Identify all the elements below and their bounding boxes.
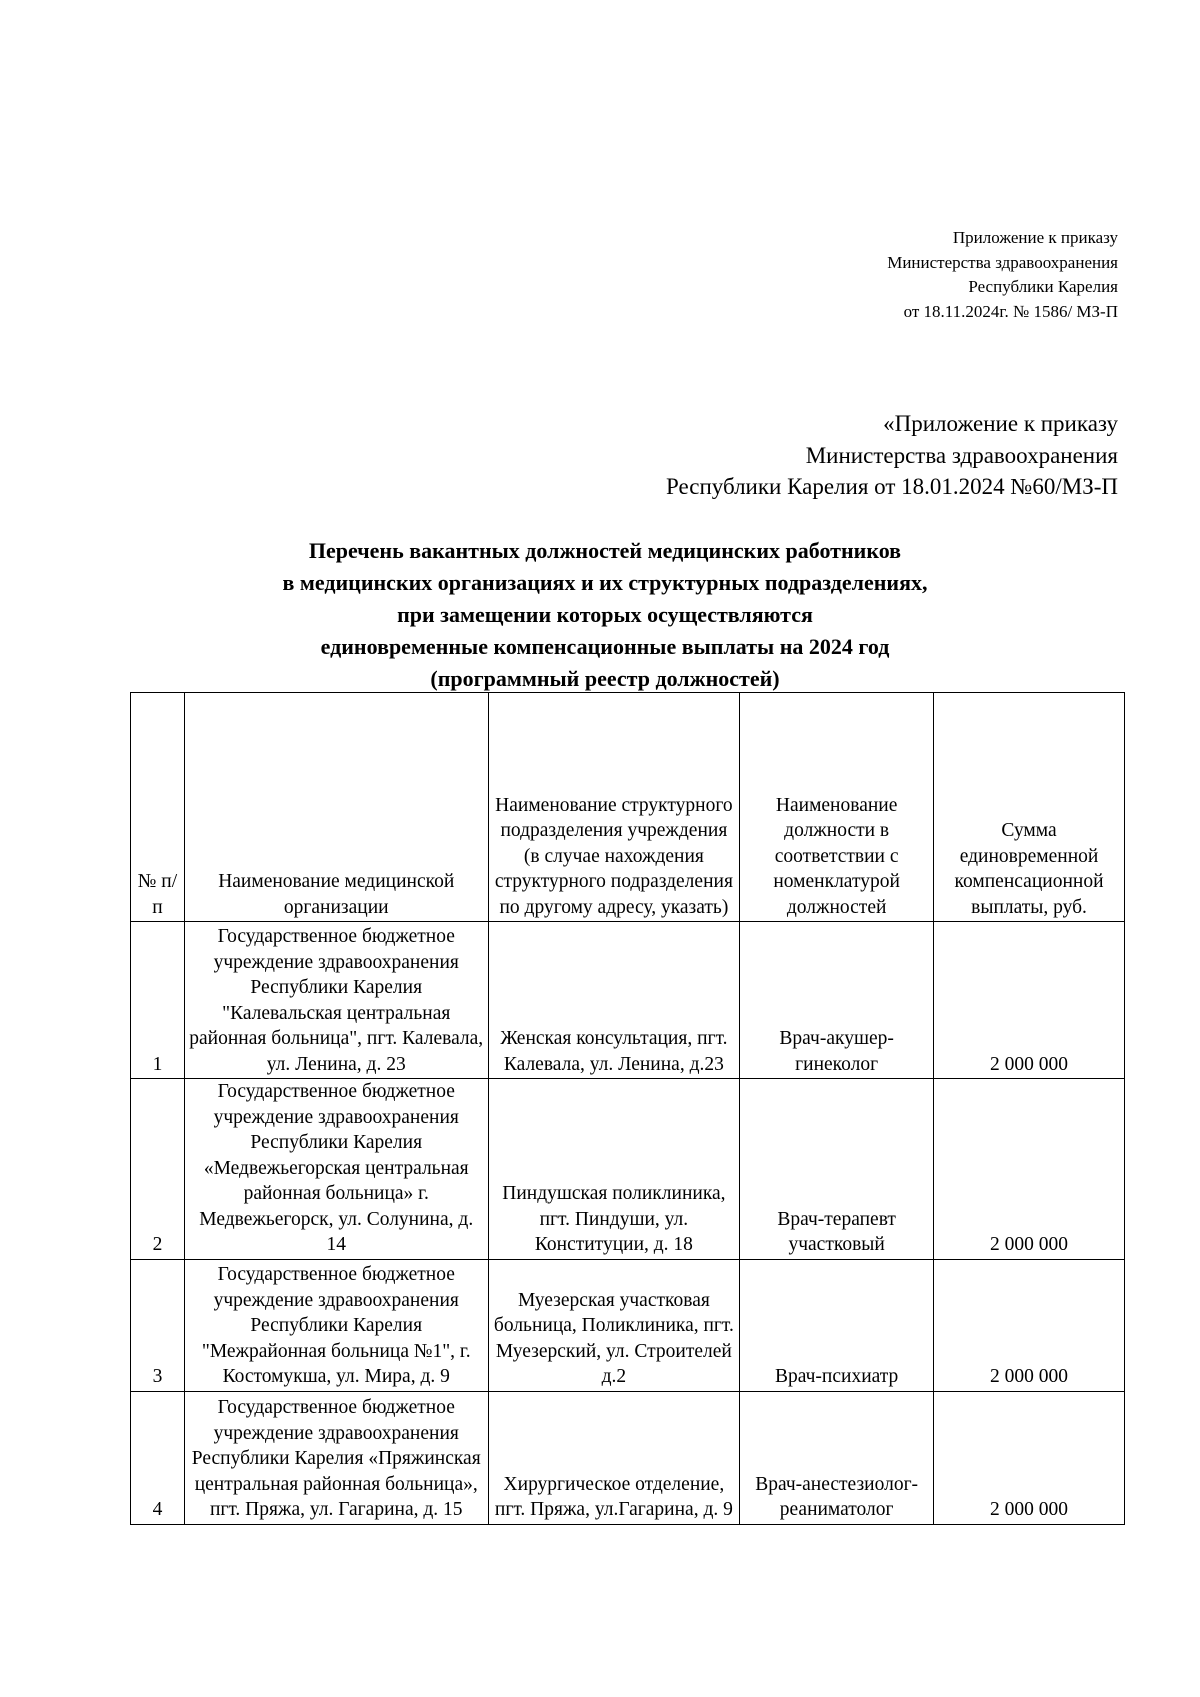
appendix-line: Республики Карелия от 18.01.2024 №60/МЗ-П xyxy=(665,474,1118,499)
cell-amount: 2 000 000 xyxy=(934,1391,1125,1524)
title-line: единовременные компенсационные выплаты на 2024 год xyxy=(320,634,890,659)
column-header-position: Наименование должности в соответствии с номенклатурой должностей xyxy=(740,693,934,922)
appendix-reference xyxy=(666,408,1118,503)
header-line: от 18.11.2024г. № 1586/ МЗ-П xyxy=(903,301,1118,321)
cell-number: 1 xyxy=(131,922,185,1079)
column-header-amount: Сумма единовременной компенсационной выплаты, руб. xyxy=(934,693,1125,922)
table-header-row xyxy=(131,693,1125,922)
title-line: (программный реестр должностей) xyxy=(430,666,780,691)
order-reference-header xyxy=(887,226,1118,324)
title-line: при замещении которых осуществляются xyxy=(397,602,813,627)
header-line: Республики Карелия xyxy=(968,277,1118,296)
cell-position: Врач-психиатр xyxy=(740,1259,934,1391)
cell-amount: 2 000 000 xyxy=(934,922,1125,1079)
table-row xyxy=(131,1259,1125,1391)
cell-subdivision: Хирургическое отделение, пгт. Пряжа, ул.Гагарина, д. 9 xyxy=(488,1391,740,1524)
cell-number: 2 xyxy=(131,1079,185,1260)
title-line: Перечень вакантных должностей медицинских работников xyxy=(308,538,902,563)
cell-number: 4 xyxy=(131,1391,185,1524)
vacancy-registry-table xyxy=(130,692,1125,1525)
cell-amount: 2 000 000 xyxy=(934,1259,1125,1391)
table-row xyxy=(131,1391,1125,1524)
cell-number: 3 xyxy=(131,1259,185,1391)
appendix-line: Министерства здравоохранения xyxy=(805,442,1118,468)
table-row xyxy=(131,922,1125,1079)
cell-position: Врач-анестезиолог-реаниматолог xyxy=(740,1391,934,1524)
cell-position: Врач-акушер-гинеколог xyxy=(740,922,934,1079)
cell-subdivision: Пиндушская поликлиника, пгт. Пиндуши, ул. Конституции, д. 18 xyxy=(488,1079,740,1260)
cell-position: Врач-терапевт участковый xyxy=(740,1079,934,1260)
header-line: Министерства здравоохранения xyxy=(887,252,1118,272)
table-row xyxy=(131,1079,1125,1260)
cell-organization: Государственное бюджетное учреждение здравоохранения Республики Карелия "Калевальская центральная районная больница", пгт. Калевала, ул. Ленина, д. 23 xyxy=(184,922,488,1079)
appendix-line: «Приложение к приказу xyxy=(883,411,1118,436)
cell-organization: Государственное бюджетное учреждение здравоохранения Республики Карелия "Межрайонная больница №1", г. Костомукша, ул. Мира, д. 9 xyxy=(184,1259,488,1391)
header-line: Приложение к приказу xyxy=(952,228,1118,247)
column-header-subdivision: Наименование структурного подразделения учреждения (в случае нахождения структурного подразделения по другому адресу, указать) xyxy=(488,693,740,922)
cell-subdivision: Муезерская участковая больница, Поликлиника, пгт. Муезерский, ул. Строителей д.2 xyxy=(488,1259,740,1391)
title-line: в медицинских организациях и их структурных подразделениях, xyxy=(282,570,928,595)
cell-organization: Государственное бюджетное учреждение здравоохранения Республики Карелия «Пряжинская центральная районная больница», пгт. Пряжа, ул. Гагарина, д. 15 xyxy=(184,1391,488,1524)
column-header-number: № п/п xyxy=(131,693,185,922)
column-header-organization: Наименование медицинской организации xyxy=(184,693,488,922)
cell-amount: 2 000 000 xyxy=(934,1079,1125,1260)
cell-organization: Государственное бюджетное учреждение здравоохранения Республики Карелия «Медвежьегорская центральная районная больница» г. Медвежьегорск, ул. Солунина, д. 14 xyxy=(184,1079,488,1260)
document-title xyxy=(0,535,1200,695)
cell-subdivision: Женская консультация, пгт. Калевала, ул. Ленина, д.23 xyxy=(488,922,740,1079)
